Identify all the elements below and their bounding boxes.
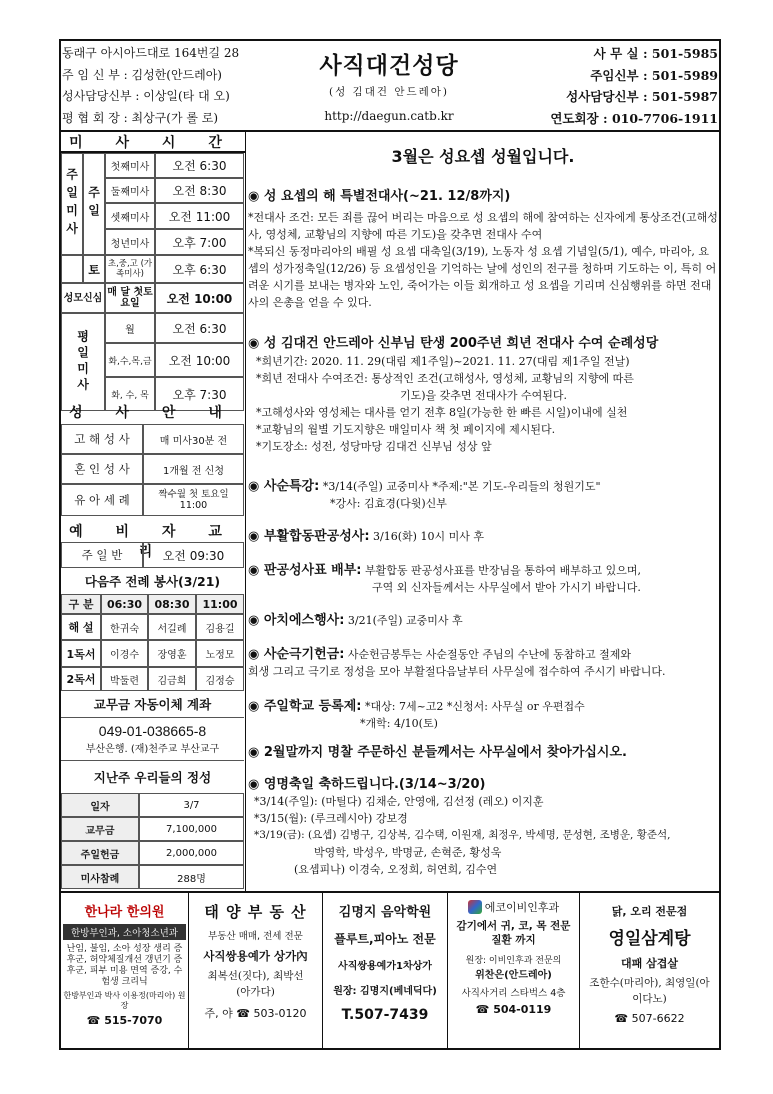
service-col-header: 08:30 (148, 594, 196, 614)
weekday-mass-label: 평일미사 (61, 313, 105, 411)
ad-music (323, 893, 448, 1048)
account-box (61, 717, 244, 761)
president-tel: 연도회장 : 010-7706-1911 (550, 110, 718, 126)
weekday-day: 화,수,목,금 (105, 343, 155, 377)
curate: 성사담당신부 : 이상일(타 대 오) (62, 89, 230, 103)
service-person: 박둘련 (101, 667, 148, 691)
section-text: *대상: 7세~고2 *신청서: 사무실 or 우편접수 (365, 700, 585, 713)
office-tel: 사 무 실 : 501-5985 (593, 46, 718, 61)
mass-name: 첫째미사 (105, 153, 155, 178)
offering-label: 미사참례 (61, 865, 139, 889)
service-col-header: 11:00 (196, 594, 244, 614)
section-title: ◉ 성 김대건 안드레아 신부님 탄생 200주년 희년 전대사 수여 순례성당 (248, 336, 659, 351)
catechism-time: 오전 09:30 (143, 542, 244, 568)
section-text: *교황님의 월별 기도지향은 매일미사 책 첫 페이지에 제시된다. (256, 422, 556, 436)
catechism-title: 예 비 자 교 리 (69, 524, 236, 560)
service-person: 김금희 (148, 667, 196, 691)
ad-phone: T.507-7439 (341, 1007, 429, 1023)
ad-owner: 한방부인과 박사 이용정(마리아) 원장 (63, 991, 186, 1010)
ad-desc: 사직쌍용예가 상가內 (203, 949, 308, 963)
account-title: 교무금 자동이체 계좌 (93, 697, 212, 712)
mass-time: 오후 7:00 (155, 229, 244, 255)
service-person: 이경수 (101, 640, 148, 667)
ad-desc: 대패 삼겹살 (621, 957, 678, 970)
ad-realestate (189, 893, 323, 1048)
ad-tag: 감기에서 귀, 코, 목 전문 질환 까지 (456, 920, 571, 946)
offering-value: 7,100,000 (139, 817, 244, 841)
service-person: 김용길 (196, 614, 244, 640)
section-title: ◉ 2월말까지 명찰 주문하신 분들께서는 사무실에서 찾아가십시오. (248, 745, 627, 760)
section-title: ◉ 아치에스행사: (248, 613, 345, 628)
section-text: *희년 전대사 수여조건: 통상적인 조건(고해성사, 영성체, 교황님의 지향에 따른 (256, 371, 634, 385)
section-text: *3/14(주일) 교중미사 *주제:"본 기도-우리들의 청원기도" (322, 480, 601, 493)
ad-phone: ☎ 507-6622 (614, 1012, 685, 1025)
mass-time: 오전 6:30 (155, 153, 244, 178)
sacrament-info: 짝수월 첫 토요일 11:00 (143, 484, 244, 516)
section-text: *희년기간: 2020. 11. 29(대림 제1주일)~2021. 11. 27(대림 제1주일 전날) (256, 354, 630, 368)
offering-title: 지난주 우리들의 정성 (93, 770, 212, 785)
weekday-time: 오전 6:30 (155, 313, 244, 343)
mass-name: 둘째미사 (105, 178, 155, 203)
offering-label: 교무금 (61, 817, 139, 841)
weekday-time: 오전 10:00 (155, 343, 244, 377)
ad-restaurant (580, 893, 719, 1048)
ad-tag: 영일삼계탕 (608, 929, 691, 949)
pastor-tel: 주임신부 : 501-5989 (590, 67, 718, 83)
page-subtitle: (성 김대건 안드레아) (328, 86, 449, 98)
sacrament-info: 1개월 전 신청 (143, 454, 244, 484)
sacrament-name: 고 해 성 사 (61, 424, 143, 454)
ad-tag: 플루트,피아노 전문 (334, 932, 436, 946)
council-president: 평 협 회 장 : 최상구(가 롤 로) (62, 110, 219, 125)
ad-name: 태 양 부 동 산 (204, 903, 307, 921)
holy-hour-day: 매 달 첫토요일 (105, 283, 155, 313)
section-text: *기도장소: 성전, 성당마당 김대건 신부님 성상 앞 (256, 439, 492, 453)
mass-time: 오전 8:30 (155, 178, 244, 203)
section-title: ◉ 부활합동판공성사: (248, 529, 370, 544)
catechism-label: 주 일 반 (61, 542, 143, 568)
section-title: ◉ 판공성사표 배부: (248, 563, 362, 578)
weekday-day: 월 (105, 313, 155, 343)
section-text: 3/16(화) 10시 미사 후 (373, 530, 484, 543)
account-bank: 부산은행. (재)천주교 부산교구 (85, 744, 220, 755)
section-text: *강사: 김효경(다윗)신부 (330, 497, 447, 510)
mass-title: 미 사 시 간 (69, 135, 236, 151)
holy-hour-time: 오전 10:00 (155, 283, 244, 313)
header-center (296, 43, 482, 123)
sunday-mass-label: 주일미사 (61, 153, 83, 255)
service-person: 서길례 (148, 614, 196, 640)
ad-tag: 한방부인과, 소아청소년과 (63, 924, 186, 940)
offering-value: 288명 (139, 865, 244, 889)
mass-time: 오전 11:00 (155, 203, 244, 229)
ad-owner: 원장: 김명지(베네딕다) (333, 986, 437, 997)
section-text: 박영학, 박성우, 박명균, 손혁준, 황성욱 (314, 846, 502, 859)
logo-icon (468, 900, 482, 914)
ad-ent-clinic (448, 893, 580, 1048)
section-title: ◉ 사순극기헌금: (248, 647, 345, 662)
service-person: 김정승 (196, 667, 244, 691)
ad-owner: 최복선(짓다), 최박선(아가다) (207, 970, 304, 998)
ad-phone: ☎ 504-0119 (475, 1003, 552, 1016)
service-col-header: 구 분 (61, 594, 101, 614)
ad-address: 사직사거리 스타벅스 4층 (461, 988, 566, 999)
section-text: *3/19(금): (요셉) 김병구, 김상복, 김수택, 이원재, 최정우, 박세명, 문성현, 조병운, 황준석, (254, 829, 671, 841)
section-text: 구역 외 신자들께서는 사무실에서 받아 가시기 바랍니다. (372, 581, 641, 594)
next-week-title: 다음주 전례 봉사(3/21) (84, 574, 221, 589)
ad-owner: 위찬은(안드레아) (475, 970, 552, 981)
mass-name: 셋째미사 (105, 203, 155, 229)
offering-label: 주일헌금 (61, 841, 139, 865)
address: 동래구 아시아드대로 164번길 28 (62, 46, 240, 60)
header-left (62, 43, 292, 129)
section-text: *3/14(주일): (마틸다) 김채순, 안영애, 김선정 (레오) 이지훈 (254, 795, 544, 808)
section-text: *3/15(월): (루크레시아) 강보경 (254, 812, 408, 825)
ad-desc: 원장: 이비인후과 전문의 (465, 956, 562, 966)
pastor: 주 임 신 부 : 김성한(안드레아) (62, 67, 222, 82)
page-title: 사직대건성당 (319, 53, 459, 79)
service-person: 장영훈 (148, 640, 196, 667)
section-text: *복되신 동정마리아의 배필 성 요셉 대축일(3/19), 노동자 성 요셉 기념일(5/1), 예수, 마리아, 요셉의 성가정축일(12/26) 등 요셉성인을 기억하는 날에 성인의 전구를 청하며 기도하는 이, 특히 어려운 시기를 보내는 병자와 노인, 죽어가는 이들 회개하고 성 요셉을 기리며 신심행위를 하면 전대사의 은총을 얻을 수 있다. (248, 244, 717, 309)
banner-title: 3월은 성요셉 성월입니다. (391, 147, 575, 166)
saturday-label: 토 (83, 255, 105, 283)
ad-tag: 부동산 매매, 전세 전문 (208, 931, 303, 942)
header-right (510, 43, 718, 129)
ad-name: 한나라 한의원 (84, 905, 165, 920)
offering-value: 2,000,000 (139, 841, 244, 865)
offering-value: 3/7 (139, 793, 244, 817)
section-title: ◉ 영명축일 축하드립니다.(3/14~3/20) (248, 777, 486, 792)
section-text: 기도)을 갖추면 전대사가 수여된다. (400, 388, 568, 402)
sacrament-name: 유 아 세 례 (61, 484, 143, 516)
section-text: (요셉피나) 이경숙, 오정희, 허연희, 김수연 (294, 863, 498, 876)
service-person: 노정모 (196, 640, 244, 667)
section-text: *개학: 4/10(토) (360, 717, 438, 730)
ad-name: 김명지 음악학원 (338, 905, 432, 920)
sacrament-title: 성 사 안 내 (69, 405, 236, 421)
section-title: ◉ 사순특강: (248, 479, 320, 494)
service-col-header: 06:30 (101, 594, 148, 614)
offering-label: 일자 (61, 793, 139, 817)
section-text: 사순헌금봉투는 사순절동안 주님의 수난에 동참하고 절제와 (347, 648, 632, 661)
service-role: 1독서 (61, 640, 101, 667)
sacrament-name: 혼 인 성 사 (61, 454, 143, 484)
ad-name: 에코이비인후과 (484, 901, 560, 914)
ad-clinic (61, 893, 189, 1048)
mass-name: 청년미사 (105, 229, 155, 255)
section-text: 3/21(주일) 교중미사 후 (347, 614, 463, 627)
section-title: ◉ 성 요셉의 해 특별전대사(~21. 12/8까지) (248, 189, 511, 204)
weekday-time: 오후 7:30 (155, 377, 244, 411)
service-person: 한귀숙 (101, 614, 148, 640)
account-number: 049-01-038665-8 (98, 723, 207, 739)
ad-desc: 사직쌍용예가1차상가 (338, 961, 432, 972)
section-text: *고해성사와 영성체는 대사를 얻기 전후 8일(가능한 한 빠른 시일)이내에 실천 (256, 405, 628, 419)
ad-owner: 조한수(마리아), 최영일(아이다노) (589, 977, 710, 1005)
ad-phone: ☎ 515-7070 (86, 1014, 163, 1027)
sacrament-info: 매 미사30분 전 (143, 424, 244, 454)
website-link[interactable]: http://daegun.catb.kr (324, 109, 454, 123)
ad-phone: 주, 야 ☎ 503-0120 (204, 1007, 307, 1020)
ad-desc: 난임, 불임, 소아 성장 생리 증후군, 허약체질개선 갱년기 증후군, 피부 미용 면역 증강, 수험생 크리닉 (66, 944, 183, 987)
section-title: ◉ 주일학교 등록제: (248, 699, 362, 714)
section-text: 희생 그리고 극기로 정성을 모아 부활절다음날부터 사무실에 접수하여 주시기 바랍니다. (248, 665, 666, 678)
curate-tel: 성사담당신부 : 501-5987 (566, 89, 718, 104)
service-role: 2독서 (61, 667, 101, 691)
blank-cell (61, 255, 83, 283)
service-role: 해 설 (61, 614, 101, 640)
holy-hour-label: 성모신심 (61, 283, 105, 313)
section-text: *전대사 조건: 모든 죄를 끊어 버리는 마음으로 성 요셉의 해에 참여하는 신자에게 통상조건(고해성사, 영성체, 교황님의 지향에 따른 기도)을 갖추면 전대사 수여 (248, 210, 718, 241)
sunday-label: 주일 (83, 153, 105, 255)
ad-name: 닭, 오리 전문점 (611, 905, 688, 918)
section-text: 부활합동 판공성사표를 반장님을 통하여 배부하고 있으며, (365, 564, 642, 577)
mass-time: 오후 6:30 (155, 255, 244, 283)
weekday-day: 화, 수, 목 (105, 377, 155, 411)
mass-name: 초,중,고 (가족미사) (105, 255, 155, 283)
